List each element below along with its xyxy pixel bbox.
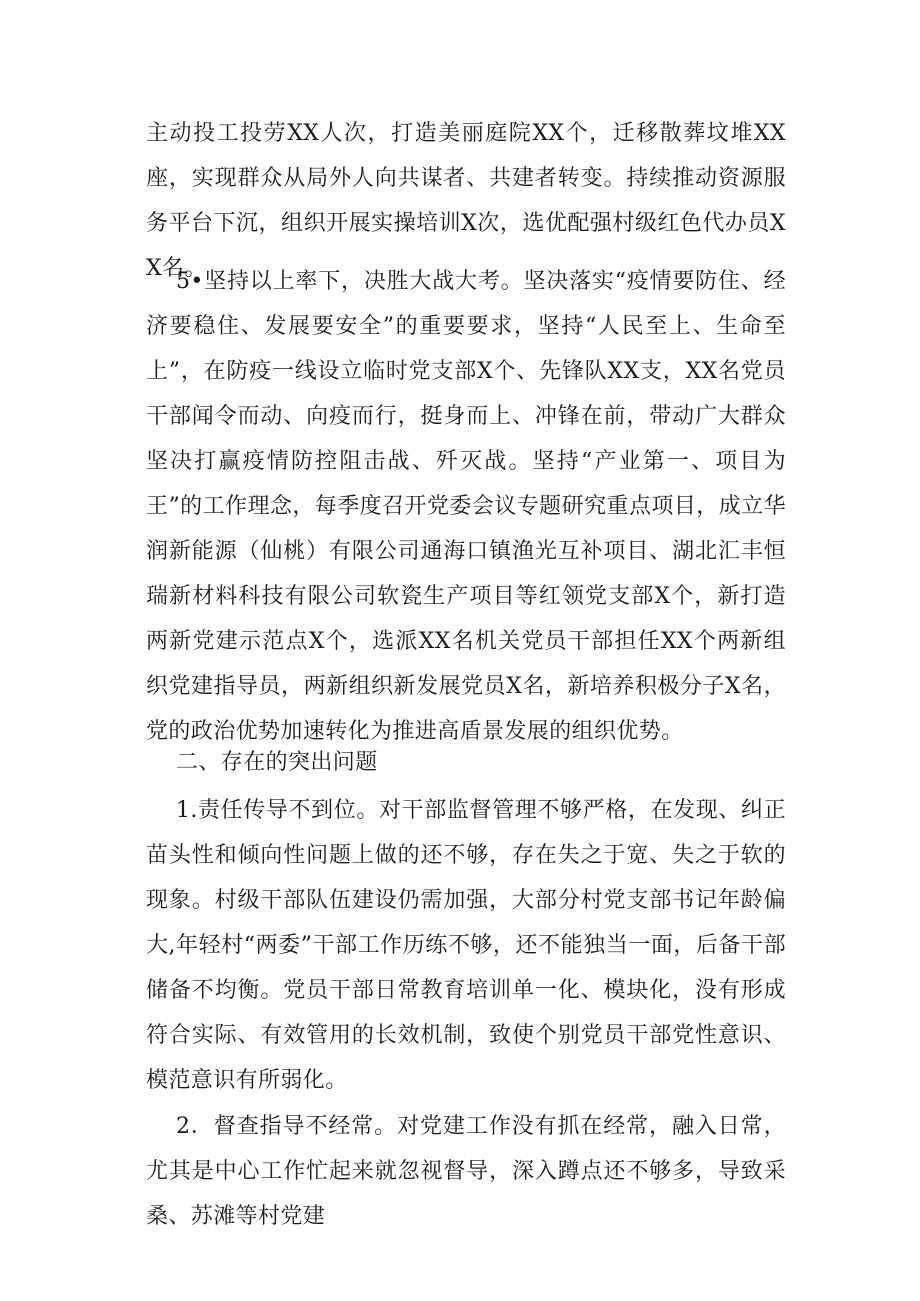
body-paragraph-problem-2: 2．督查指导不经常。对党建工作没有抓在经常，融入日常，尤其是中心工作忙起来就忽视督导，深入蹲点还不够多，导致采桑、苏滩等村党建 xyxy=(146,1114,786,1229)
section-heading-problems: 二、存在的突出问题 xyxy=(176,750,378,775)
body-paragraph-continuation: 主动投工投劳XX人次，打造美丽庭院XX个，迁移散葬坟堆XX座，实现群众从局外人向共谋者、共建者转变。持续推动资源服务平台下沉，组织开展实操培训X次，选优配强村级红色代办员XX名。 xyxy=(146,121,786,281)
body-paragraph-item-5: 5•坚持以上率下，决胜大战大考。坚决落实“疫情要防住、经济要稳住、发展要安全”的重要要求，坚持“人民至上、生命至上”，在防疫一线设立临时党支部X个、先锋队XX支，XX名党员干部闻令而动、向疫而行，挺身而上、冲锋在前，带动广大群众坚决打赢疫情防控阻击战、歼灭战。坚持“产业第一、项目为王”的工作理念，每季度召开党委会议专题研究重点项目，成立华润新能源（仙桃）有限公司通海口镇渔光互补项目、湖北汇丰恒瑞新材料科技有限公司软瓷生产项目等红领党支部X个，新打造两新党建示范点X个，选派XX名机关党员干部担任XX个两新组织党建指导员，两新组织新发展党员X名，新培养积极分子X名，党的政治优势加速转化为推进高盾景发展的组织优势。 xyxy=(146,269,786,744)
body-paragraph-problem-1: 1.责任传导不到位。对干部监督管理不够严格，在发现、纠正苗头性和倾向性问题上做的还不够，存在失之于宽、失之于软的现象。村级干部队伍建设仍需加强，大部分村党支部书记年龄偏大,年轻村“两委”干部工作历练不够，还不能独当一面，后备干部储备不均衡。党员干部日常教育培训单一化、模块化，没有形成符合实际、有效管用的长效机制，致使个别党员干部党性意识、模范意识有所弱化。 xyxy=(146,798,786,1093)
